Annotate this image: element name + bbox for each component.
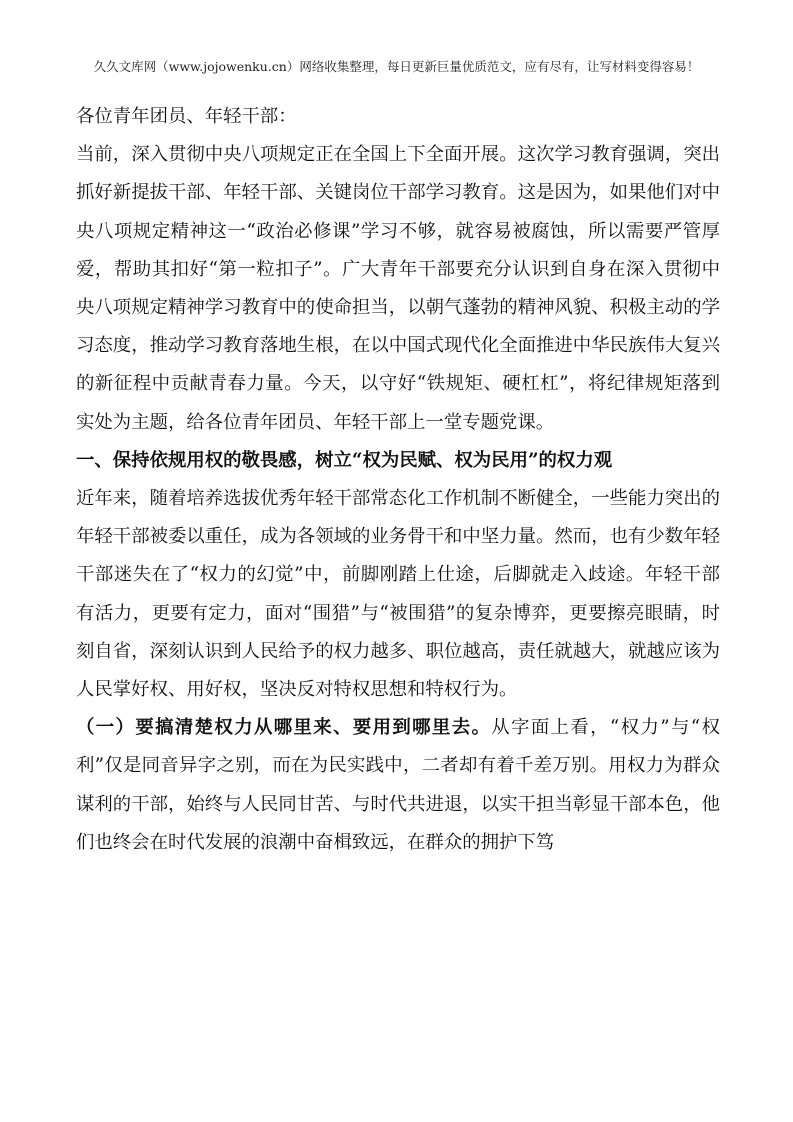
document-body [76,98,720,862]
section-1-paragraph: 近年来，随着培养选拔优秀年轻干部常态化工作机制不断健全，一些能力突出的年轻干部被委以重任，成为各领域的业务骨干和中坚力量。然而，也有少数年轻干部迷失在了“权力的幻觉”中，前脚刚踏上仕途，后脚就走入歧途。年轻干部有活力，更要有定力，面对“围猎”与“被围猎”的复杂博弈，更要擦亮眼睛，时刻自省，深刻认识到人民给予的权力越多、职位越高，责任就越大，就越应该为人民掌好权、用好权，坚决反对特权思想和特权行为。 [76,488,720,701]
intro-paragraph: 当前，深入贯彻中央八项规定正在全国上下全面开展。这次学习教育强调，突出抓好新提拔干部、年轻干部、关键岗位干部学习教育。这是因为，如果他们对中央八项规定精神这一“政治必修课”学习不够，就容易被腐蚀，所以需要严管厚爱，帮助其扣好“第一粒扣子”。广大青年干部要充分认识到自身在深入贯彻中央八项规定精神学习教育中的使命担当，以朝气蓬勃的精神风貌、积极主动的学习态度，推动学习教育落地生根，在以中国式现代化全面推进中华民族伟大复兴的新征程中贡献青春力量。今天，以守好“铁规矩、硬杠杠”，将纪律规矩落到实处为主题，给各位青年团员、年轻干部上一堂专题党课。 [76,144,720,433]
salutation: 各位青年团员、年轻干部： [76,106,297,127]
subsection-1-text: 从字面上看，“权力”与“权利”仅是同音异字之别，而在为民实践中，二者却有着千差万别。用权力为群众谋利的干部，始终与人民同甘苦、与时代共进退，以实干担当彰显干部本色，他们也终会在时代发展的浪潮中奋楫致远，在群众的拥护下笃 [76,717,720,853]
section-heading-1: 一、保持依规用权的敬畏感，树立“权为民赋、权为民用”的权力观 [76,449,613,471]
subsection-1-paragraph [76,709,720,862]
subsection-1-lead: （一）要搞清楚权力从哪里来、要用到哪里去。 [76,717,492,739]
source-header-note: 久久文库网（www.jojowenku.cn）网络收集整理，每日更新巨量优质范文，应有尽有，让写材料变得容易！ [93,59,700,74]
